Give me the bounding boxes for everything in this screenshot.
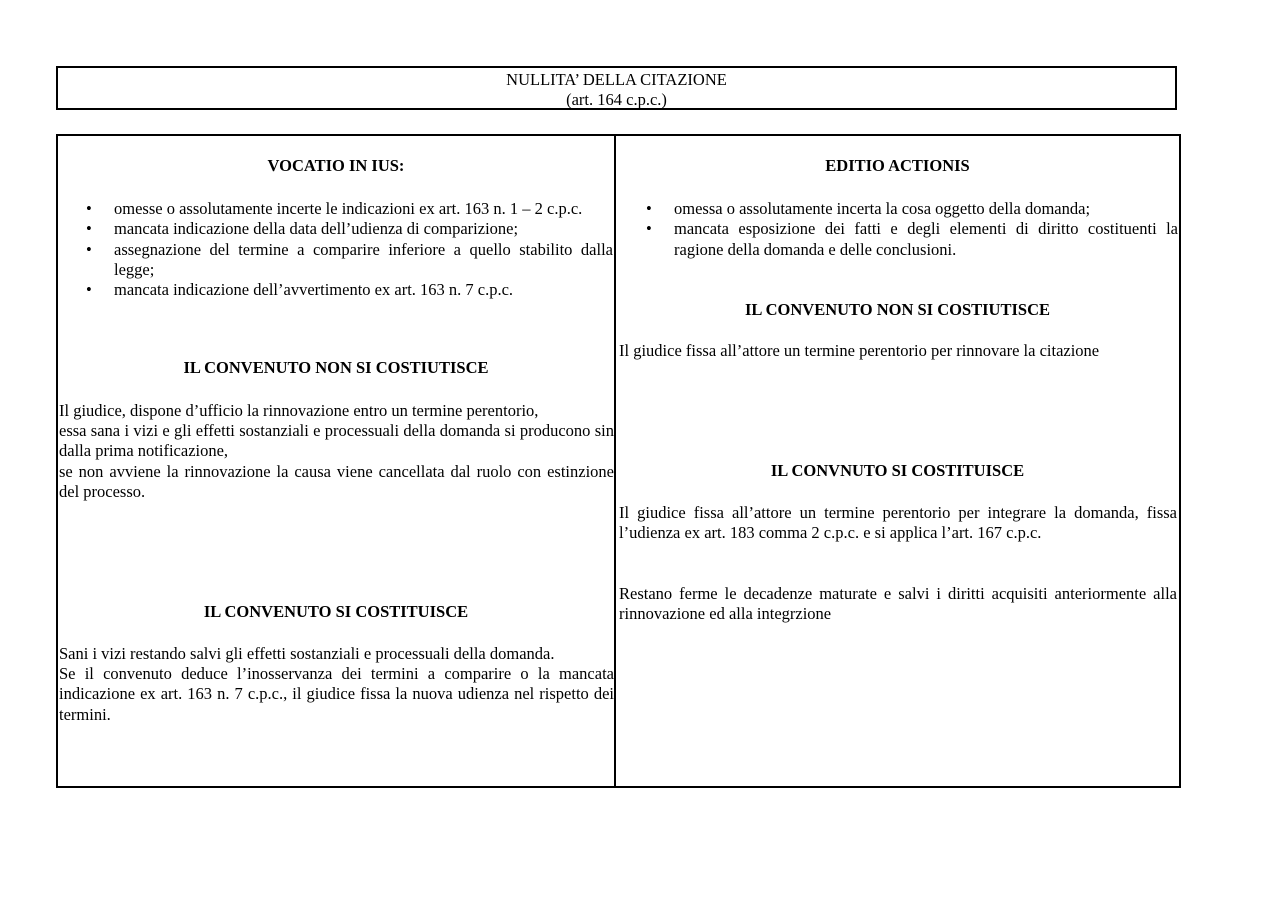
heading-non-costituisce-left: IL CONVENUTO NON SI COSTIUTISCE <box>183 358 489 377</box>
heading-costituisce-right: IL CONVNUTO SI COSTITUISCE <box>770 461 1025 480</box>
paragraph-rinnovare-citazione: Il giudice fissa all’attore un termine perentorio per rinnovare la citazione <box>619 341 1100 360</box>
bullet-icon: • <box>86 239 92 259</box>
heading-non-costituisce-right: IL CONVENUTO NON SI COSTIUTISCE <box>744 300 1051 319</box>
bullet-icon: • <box>646 219 652 239</box>
heading-vocatio-in-ius: VOCATIO IN IUS: <box>267 156 405 175</box>
list-item: • mancata indicazione dell’avvertimento ex art. 163 n. 7 c.p.c. <box>86 280 514 300</box>
comparison-table <box>56 134 1181 788</box>
right-column <box>616 136 1179 786</box>
editio-list <box>619 199 1178 260</box>
paragraph-cancellazione: se non avviene la rinnovazione la causa viene cancellata dal ruolo con estinzione del processo. <box>59 462 614 502</box>
paragraph-inosservanza: Se il convenuto deduce l’inosservanza dei termini a comparire o la mancata indicazione ex art. 163 n. 7 c.p.c., il giudice fissa la nuova udienza nel rispetto dei termini. <box>59 664 614 724</box>
list-item: • omesse o assolutamente incerte le indicazioni ex art. 163 n. 1 – 2 c.p.c. <box>86 199 583 218</box>
bullet-icon: • <box>646 199 652 218</box>
list-item: • mancata indicazione della data dell’udienza di comparizione; <box>86 219 519 239</box>
left-column <box>58 136 614 786</box>
document-title: NULLITA’ DELLA CITAZIONE <box>506 70 727 89</box>
list-item: • mancata esposizione dei fatti e degli elementi di diritto costituenti la ragione della domanda e delle conclusioni. <box>646 219 1178 259</box>
heading-costituisce-left: IL CONVENUTO SI COSTITUISCE <box>203 602 469 621</box>
document-title-box <box>56 66 1177 110</box>
bullet-icon: • <box>86 280 92 300</box>
vocatio-list <box>59 199 613 300</box>
document-subtitle: (art. 164 c.p.c.) <box>566 90 667 109</box>
paragraph-decadenze: Restano ferme le decadenze maturate e salvi i diritti acquisiti anteriormente alla rinnovazione ed alla integrzione <box>619 584 1177 624</box>
list-item: • omessa o assolutamente incerta la cosa oggetto della domanda; <box>646 199 1091 218</box>
bullet-icon: • <box>86 219 92 239</box>
paragraph-sani-vizi: Sani i vizi restando salvi gli effetti sostanziali e processuali della domanda. <box>59 644 555 663</box>
list-item: • assegnazione del termine a comparire inferiore a quello stabilito dalla legge; <box>86 239 613 279</box>
paragraph-integrare-domanda: Il giudice fissa all’attore un termine perentorio per integrare la domanda, fissa l’udienza ex art. 183 comma 2 c.p.c. e si applica l’art. 167 c.p.c. <box>619 503 1177 543</box>
heading-editio-actionis: EDITIO ACTIONIS <box>825 156 970 175</box>
paragraph-sana-vizi: essa sana i vizi e gli effetti sostanziali e processuali della domanda si producono sin dalla prima notificazione, <box>59 421 614 461</box>
paragraph-rinnovazione: Il giudice, dispone d’ufficio la rinnovazione entro un termine perentorio, <box>59 401 539 420</box>
bullet-icon: • <box>86 199 92 218</box>
